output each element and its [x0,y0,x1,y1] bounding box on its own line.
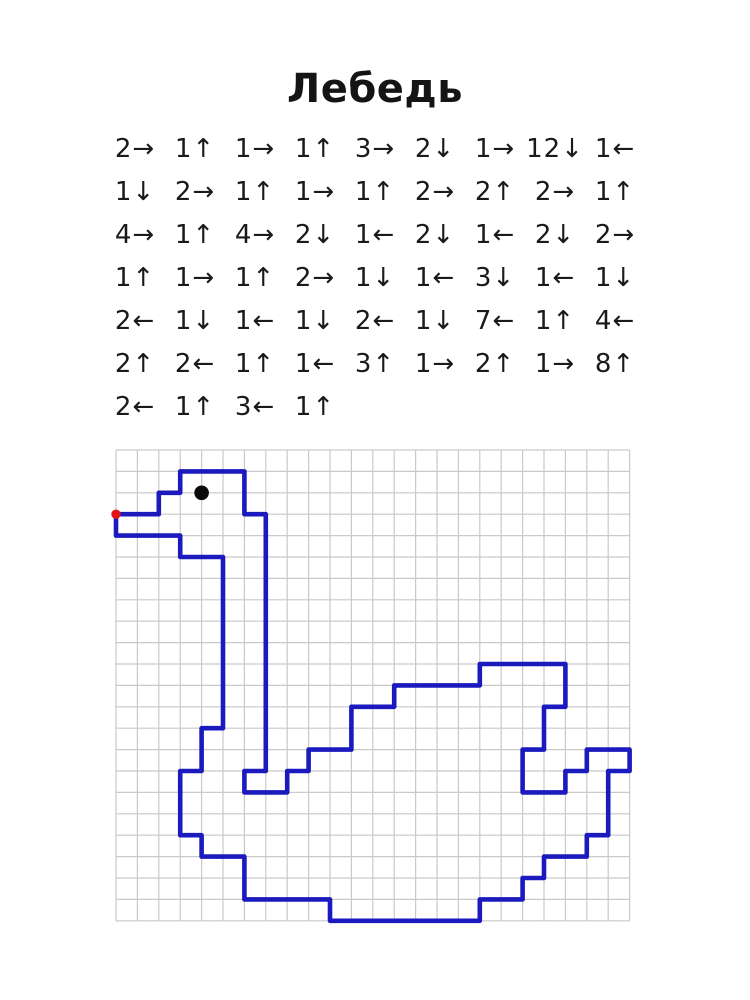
instruction-step: 4← [594,305,636,336]
instruction-step: 1↑ [174,133,216,164]
instruction-step: 1↓ [114,176,156,207]
instruction-step: 1↑ [174,219,216,250]
instruction-step: 2↓ [414,219,456,250]
instruction-step: 1↓ [174,305,216,336]
instruction-step: 2← [354,305,396,336]
instruction-step: 1→ [174,262,216,293]
start-dot [111,510,120,519]
instruction-step: 1↑ [114,262,156,293]
instruction-step: 3↑ [354,348,396,379]
instruction-step: 1↓ [294,305,336,336]
instruction-step: 1→ [234,133,276,164]
instruction-step: 2→ [534,176,576,207]
instruction-step: 4→ [234,219,276,250]
instruction-step: 1↑ [294,391,336,422]
instruction-step: 1← [354,219,396,250]
instruction-step: 1↓ [354,262,396,293]
instruction-step: 1↑ [294,133,336,164]
drawing-grid [104,438,642,933]
instruction-step: 1→ [294,176,336,207]
instruction-step: 3→ [354,133,396,164]
instruction-step: 2↓ [294,219,336,250]
instruction-step: 2→ [414,176,456,207]
instruction-step: 3← [234,391,276,422]
instruction-step: 2→ [294,262,336,293]
instruction-step: 1↑ [234,262,276,293]
instruction-step: 7← [474,305,516,336]
instruction-step: 2↑ [114,348,156,379]
instruction-step: 2↓ [414,133,456,164]
instruction-step: 1← [294,348,336,379]
instruction-step: 1↑ [594,176,636,207]
instruction-step: 1↑ [174,391,216,422]
dictation-instructions [105,127,645,428]
instruction-step: 1↑ [534,305,576,336]
instruction-step: 2← [114,391,156,422]
instruction-step: 12↓ [526,133,584,164]
instruction-step: 3↓ [474,262,516,293]
instruction-step: 8↑ [594,348,636,379]
instruction-step: 1↑ [354,176,396,207]
instruction-step: 1← [474,219,516,250]
instruction-step: 1↓ [594,262,636,293]
instruction-step: 4→ [114,219,156,250]
instruction-step: 1← [234,305,276,336]
instruction-step: 1→ [474,133,516,164]
instruction-step: 1↑ [234,348,276,379]
instruction-step: 2→ [594,219,636,250]
instruction-step: 1→ [534,348,576,379]
instruction-step: 1↓ [414,305,456,336]
instruction-step: 2← [114,305,156,336]
instruction-step: 1← [534,262,576,293]
instruction-step: 1← [414,262,456,293]
instruction-step: 1→ [414,348,456,379]
instruction-step: 2→ [114,133,156,164]
instruction-step: 1← [594,133,636,164]
instruction-step: 2↑ [474,348,516,379]
instruction-step: 2↑ [474,176,516,207]
instruction-step: 2↓ [534,219,576,250]
instruction-step: 2→ [174,176,216,207]
instruction-step: 2← [174,348,216,379]
page-title: Лебедь [286,66,463,112]
instruction-step: 1↑ [234,176,276,207]
eye-dot [194,486,209,501]
